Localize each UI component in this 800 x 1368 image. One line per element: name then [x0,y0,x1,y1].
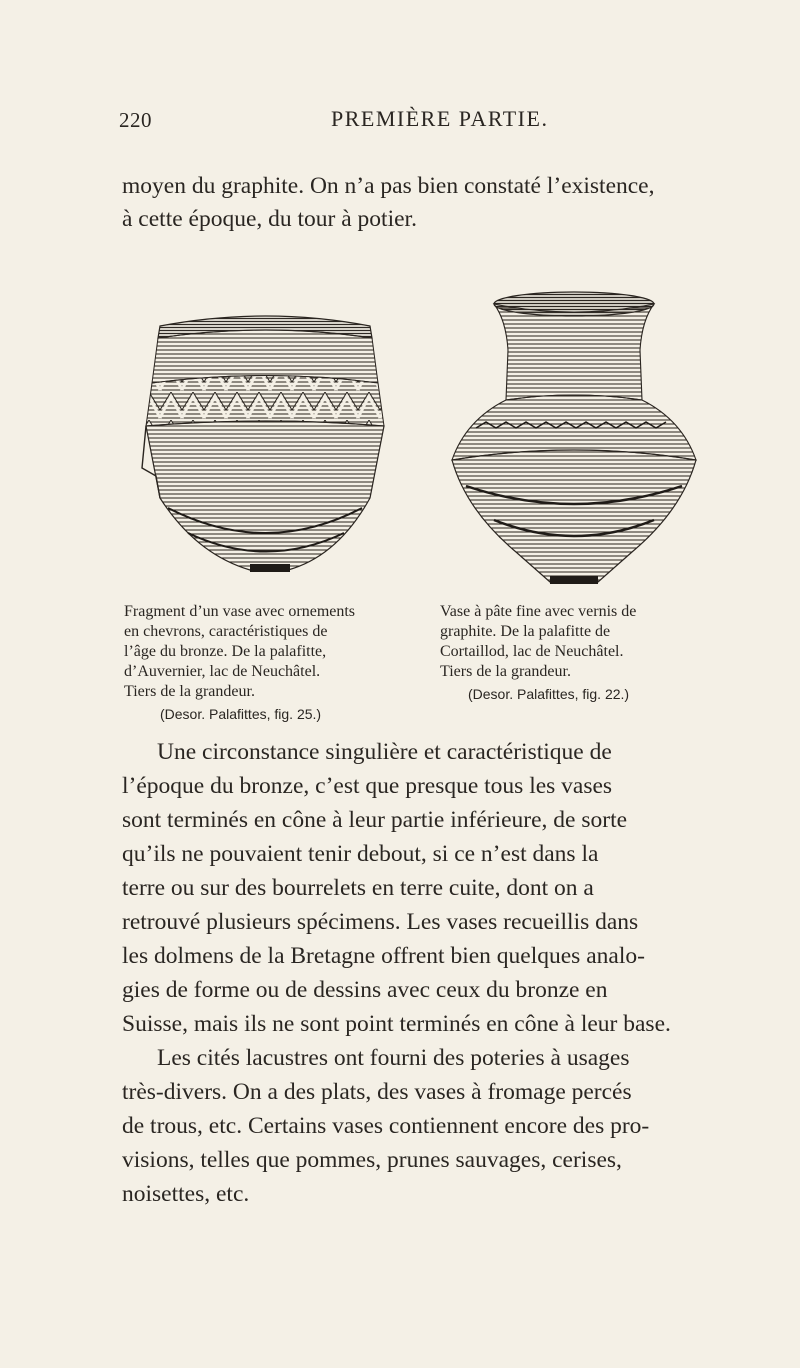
figure-source: (Desor. Palafittes, fig. 22.) [468,686,630,702]
paragraph-line: très-divers. On a des plats, des vases à fromage percés [122,1079,632,1105]
paragraph-line: de trous, etc. Certains vases contiennent encore des pro- [122,1113,650,1139]
paragraph-line: Une circonstance singulière et caractéristique de [157,739,612,765]
paragraph-line: Les cités lacustres ont fourni des poteries à usages [157,1045,630,1071]
graphite-vase-engraving [446,290,700,590]
figure-caption-line: Vase à pâte fine avec vernis de [440,603,637,620]
intro-line: à cette époque, du tour à potier. [122,206,417,232]
figure-caption-line: Fragment d’un vase avec ornements [124,603,356,620]
paragraph-line: gies de forme ou de dessins avec ceux du bronze en [122,977,608,1003]
figure-source: (Desor. Palafittes, fig. 25.) [160,706,322,722]
paragraph-line: l’époque du bronze, c’est que presque tous les vases [122,773,613,799]
figure-caption-line: Tiers de la grandeur. [124,683,255,700]
intro-line: moyen du graphite. On n’a pas bien constaté l’existence, [122,173,655,199]
figure-caption-line: graphite. De la palafitte de [440,623,611,640]
figure-caption-line: Tiers de la grandeur. [440,663,571,680]
figure-caption-line: l’âge du bronze. De la palafitte, [124,643,327,660]
vase-fragment-engraving [138,308,392,578]
paragraph-line: visions, telles que pommes, prunes sauvages, cerises, [122,1147,622,1173]
paragraph-line: terre ou sur des bourrelets en terre cuite, dont on a [122,875,594,901]
page-number: 220 [119,108,152,132]
paragraph-line: sont terminés en cône à leur partie inférieure, de sorte [122,807,628,833]
figure-caption-line: d’Auvernier, lac de Neuchâtel. [124,663,321,680]
running-title: PREMIÈRE PARTIE. [331,106,549,131]
paragraph-line: qu’ils ne pouvaient tenir debout, si ce n’est dans la [122,841,599,867]
paragraph-line: les dolmens de la Bretagne offrent bien quelques analo- [122,943,645,969]
figure-caption-line: Cortaillod, lac de Neuchâtel. [440,643,624,660]
paragraph-line: retrouvé plusieurs spécimens. Les vases recueillis dans [122,909,639,935]
paragraph-line: Suisse, mais ils ne sont point terminés en cône à leur base. [122,1011,671,1037]
paragraph-line: noisettes, etc. [122,1181,250,1207]
figure-caption-line: en chevrons, caractéristiques de [124,623,328,640]
